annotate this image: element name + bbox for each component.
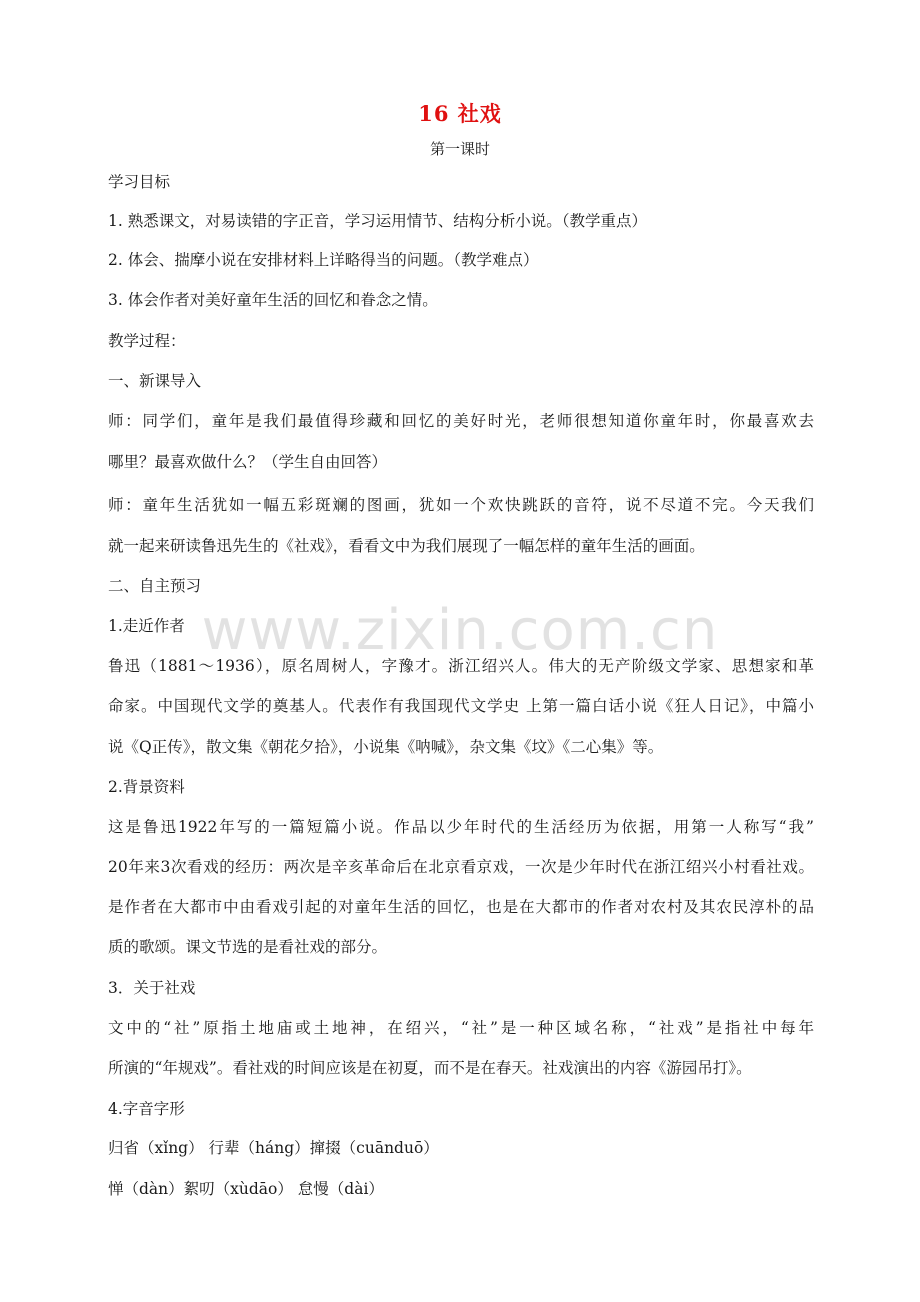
watermark: www.zixin.com.cn xyxy=(201,598,719,663)
paragraph-line: 所演的“年规戏”。看社戏的时间应该是在初夏，而不是在春天。社戏演出的内容《游园吊打》。 xyxy=(108,1059,752,1077)
lesson-title: 16 社戏 xyxy=(418,101,502,126)
paragraph-line: 说《Q正传》，散文集《朝花夕拾》，小说集《呐喊》，杂文集《坟》《二心集》等。 xyxy=(108,738,664,756)
heading-self-preview: 二、自主预习 xyxy=(108,577,202,595)
paragraph-line: 师：同学们，童年是我们最值得珍藏和回忆的美好时光，老师很想知道你童年时，你最喜欢去 xyxy=(108,412,814,430)
goal-1: 1. 熟悉课文，对易读错的字正音，学习运用情节、结构分析小说。（教学重点） xyxy=(108,212,647,230)
goal-2: 2. 体会、揣摩小说在安排材料上详略得当的问题。（教学难点） xyxy=(108,251,539,269)
paragraph-line: 命家。中国现代文学的奠基人。代表作有我国现代文学史 上第一篇白话小说《狂人日记》，中篇小 xyxy=(108,697,814,715)
paragraph-line: 20年来3次看戏的经历：两次是辛亥革命后在北京看京戏，一次是少年时代在浙江绍兴小村看社戏。 xyxy=(108,858,814,876)
paragraph-line: 这是鲁迅1922年写的一篇短篇小说。作品以少年时代的生活经历为依据，用第一人称写“我” xyxy=(108,818,814,836)
goal-3: 3. 体会作者对美好童年生活的回忆和眷念之情。 xyxy=(108,291,438,309)
paragraph-line: 哪里？最喜欢做什么？（学生自由回答） xyxy=(108,453,388,471)
heading-intro: 一、新课导入 xyxy=(108,372,202,390)
paragraph-line: 就一起来研读鲁迅先生的《社戏》，看看文中为我们展现了一幅怎样的童年生活的画面。 xyxy=(108,537,705,555)
heading-pronunciation: 4.字音字形 xyxy=(108,1100,185,1118)
paragraph-line: 师：童年生活犹如一幅五彩斑斓的图画，犹如一个欢快跳跃的音符，说不尽道不完。今天我们 xyxy=(108,496,814,514)
pronunciation-line: 归省（xǐng） 行辈（háng）撺掇（cuānduō） xyxy=(108,1139,439,1157)
pronunciation-line: 惮（dàn）絮叨（xùdāo） 怠慢（dài） xyxy=(108,1180,384,1198)
paragraph-line: 是作者在大都市中由看戏引起的对童年生活的回忆，也是在大都市的作者对农村及其农民淳朴的品 xyxy=(108,898,814,916)
paragraph-line: 质的歌颂。课文节选的是看社戏的部分。 xyxy=(108,938,388,956)
lesson-subtitle: 第一课时 xyxy=(429,140,490,158)
paragraph-line: 鲁迅（1881～1936），原名周树人，字豫才。浙江绍兴人。伟大的无产阶级文学家、思想家和革 xyxy=(108,657,814,675)
heading-about-shexi: 3．关于社戏 xyxy=(108,979,196,997)
heading-about-author: 1.走近作者 xyxy=(108,617,185,635)
heading-background: 2.背景资料 xyxy=(108,778,185,796)
paragraph-line: 文中的“社”原指土地庙或土地神，在绍兴，“社”是一种区域名称，“社戏”是指社中每年 xyxy=(108,1019,814,1037)
heading-teaching-process: 教学过程： xyxy=(108,332,186,350)
heading-learning-goals: 学习目标 xyxy=(108,173,171,191)
